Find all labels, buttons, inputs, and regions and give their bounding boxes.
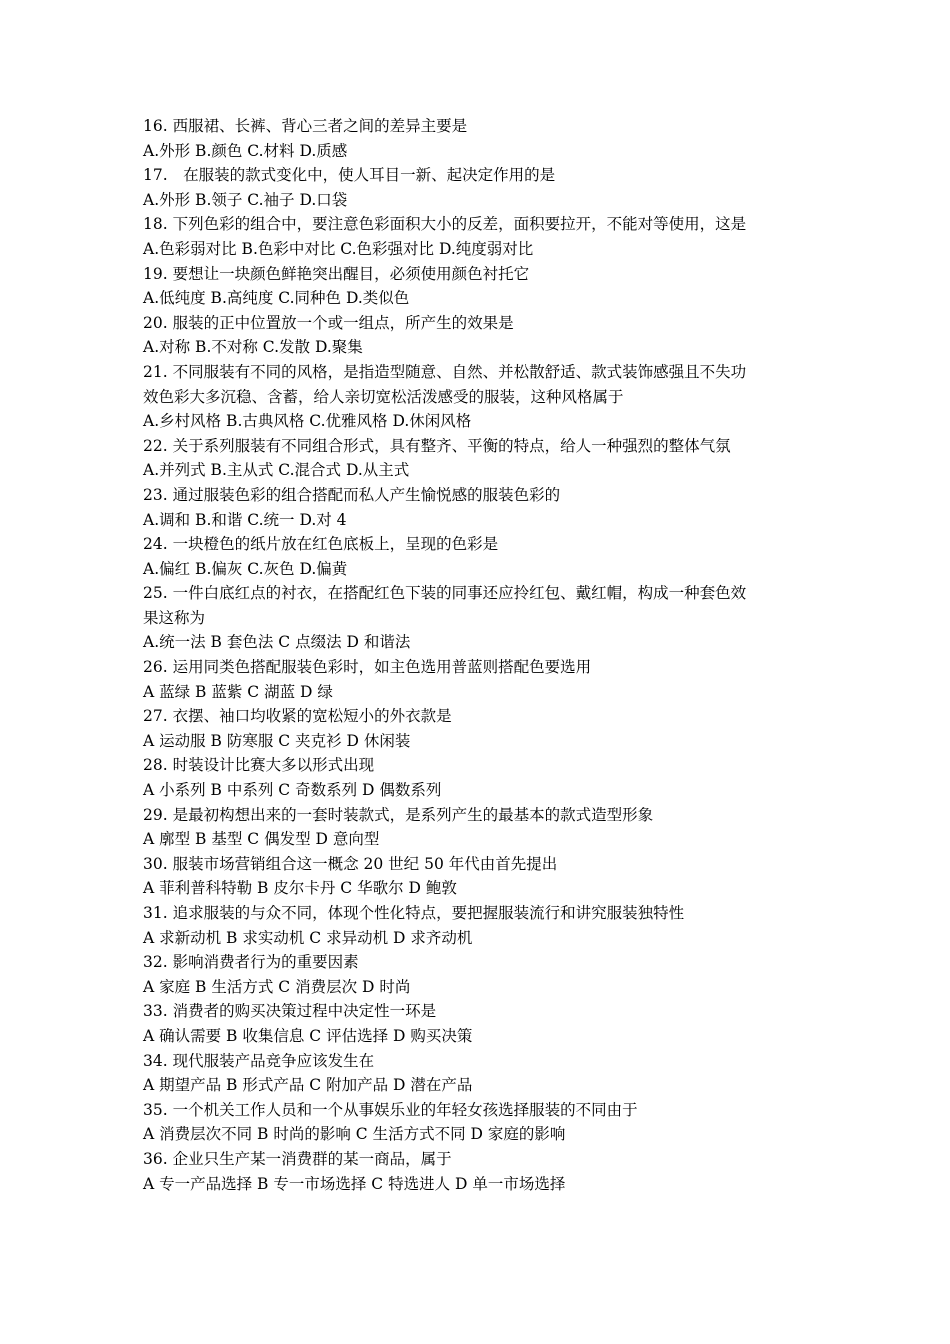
options-34: A 期望产品 B 形式产品 C 附加产品 D 潜在产品 — [143, 1076, 473, 1095]
options-19: A.低纯度 B.高纯度 C.同种色 D.类似色 — [143, 289, 410, 308]
options-32: A 家庭 B 生活方式 C 消费层次 D 时尚 — [143, 977, 411, 996]
options-27: A 运动服 B 防寒服 C 夹克衫 D 休闲装 — [143, 731, 411, 750]
options-30: A 菲利普科特勒 B 皮尔卡丹 C 华歌尔 D 鲍敦 — [143, 879, 457, 898]
question-31: 31. 追求服装的与众不同，体现个性化特点，要把握服装流行和讲究服装独特性 — [143, 904, 685, 922]
options-20: A.对称 B.不对称 C.发散 D.聚集 — [143, 338, 363, 357]
question-26: 26. 运用同类色搭配服装色彩时，如主色选用普蓝则搭配色要选用 — [143, 658, 592, 677]
options-29: A 廓型 B 基型 C 偶发型 D 意向型 — [143, 830, 380, 849]
question-25: 25. 一件白底红点的衬衣，在搭配红色下装的同事还应拎红包、戴红帽，构成一种套色效 — [143, 584, 747, 603]
options-16: A.外形 B.颜色 C.材料 D.质感 — [143, 141, 348, 160]
question-17: 17. 在服装的款式变化中，使人耳目一新、起决定作用的是 — [143, 166, 556, 185]
question-33: 33. 消费者的购买决策过程中决定性一环是 — [143, 1002, 437, 1021]
options-26: A 蓝绿 B 蓝紫 C 湖蓝 D 绿 — [143, 682, 333, 701]
options-28: A 小系列 B 中系列 C 奇数系列 D 偶数系列 — [143, 781, 442, 800]
question-list — [143, 114, 823, 1196]
question-16: 16. 西服裙、长裤、背心三者之间的差异主要是 — [143, 117, 468, 135]
options-31: A 求新动机 B 求实动机 C 求异动机 D 求齐动机 — [143, 928, 473, 947]
question-30: 30. 服装市场营销组合这一概念 20 世纪 50 年代由首先提出 — [143, 854, 558, 873]
question-28: 28. 时装设计比赛大多以形式出现 — [143, 756, 375, 775]
question-21-continued: 效色彩大多沉稳、含蓄，给人亲切宽松活泼感受的服装，这种风格属于 — [143, 387, 624, 406]
options-35: A 消费层次不同 B 时尚的影响 C 生活方式不同 D 家庭的影响 — [143, 1125, 566, 1144]
question-32: 32. 影响消费者行为的重要因素 — [143, 953, 359, 972]
options-21: A.乡村风格 B.古典风格 C.优雅风格 D.休闲风格 — [143, 412, 472, 431]
question-23: 23. 通过服装色彩的组合搭配而私人产生愉悦感的服装色彩的 — [143, 485, 561, 504]
question-21: 21. 不同服装有不同的风格，是指造型随意、自然、并松散舒适、款式装饰感强且不失功 — [143, 362, 747, 381]
options-17: A.外形 B.领子 C.袖子 D.口袋 — [143, 190, 348, 209]
options-36: A 专一产品选择 B 专一市场选择 C 特选进人 D 单一市场选择 — [143, 1174, 566, 1193]
question-25-continued: 果这称为 — [143, 608, 206, 627]
question-29: 29. 是最初构想出来的一套时装款式，是系列产生的最基本的款式造型形象 — [143, 805, 654, 824]
options-24: A.偏红 B.偏灰 C.灰色 D.偏黄 — [143, 559, 348, 578]
question-18: 18. 下列色彩的组合中，要注意色彩面积大小的反差，面积要拉开，不能对等使用，这是 — [143, 215, 747, 234]
question-34: 34. 现代服装产品竞争应该发生在 — [143, 1051, 375, 1070]
question-24: 24. 一块橙色的纸片放在红色底板上，呈现的色彩是 — [143, 535, 499, 554]
question-36: 36. 企业只生产某一消费群的某一商品，属于 — [143, 1149, 452, 1168]
question-27: 27. 衣摆、袖口均收紧的宽松短小的外衣款是 — [143, 707, 452, 726]
question-22: 22. 关于系列服装有不同组合形式，具有整齐、平衡的特点，给人一种强烈的整体气氛 — [143, 436, 731, 455]
options-23: A.调和 B.和谐 C.统一 D.对 4 — [143, 510, 347, 529]
options-33: A 确认需要 B 收集信息 C 评估选择 D 购买决策 — [143, 1026, 473, 1045]
options-22: A.并列式 B.主从式 C.混合式 D.从主式 — [143, 461, 410, 480]
question-20: 20. 服装的正中位置放一个或一组点，所产生的效果是 — [143, 313, 514, 332]
options-25: A.统一法 B 套色法 C 点缀法 D 和谐法 — [143, 633, 411, 652]
question-19: 19. 要想让一块颜色鲜艳突出醒目，必须使用颜色衬托它 — [143, 264, 530, 283]
options-18: A.色彩弱对比 B.色彩中对比 C.色彩强对比 D.纯度弱对比 — [143, 239, 534, 258]
question-35: 35. 一个机关工作人员和一个从事娱乐业的年轻女孩选择服装的不同由于 — [143, 1100, 638, 1119]
